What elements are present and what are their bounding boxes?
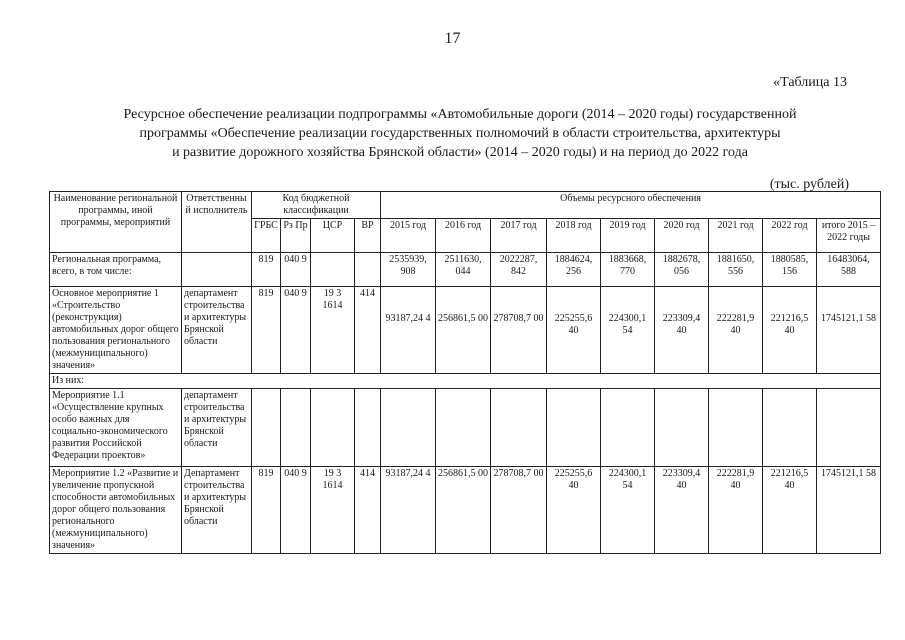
row-value	[491, 389, 547, 467]
row-value: 256861,5 00	[436, 467, 491, 554]
row-value: 1884624, 256	[547, 253, 601, 287]
row-value: 1880585, 156	[763, 253, 817, 287]
row-value: 256861,5 00	[436, 287, 491, 374]
title-line: программы «Обеспечение реализации государственных полномочий в области строительства, архитектуры	[139, 126, 781, 141]
row-subheading: Из них:	[50, 374, 881, 389]
row-total: 1745121,1 58	[817, 287, 881, 374]
row-rzpr: 040 9	[281, 467, 311, 554]
row-responsible: департамент строительства и архитектуры Брянской области	[182, 389, 252, 467]
header-year: 2019 год	[601, 219, 655, 253]
row-csr	[311, 389, 355, 467]
row-value: 223309,4 40	[655, 467, 709, 554]
row-csr: 19 3 1614	[311, 287, 355, 374]
header-year: 2022 год	[763, 219, 817, 253]
row-value: 224300,1 54	[601, 287, 655, 374]
document-title	[60, 105, 860, 162]
row-value: 2535939, 908	[381, 253, 436, 287]
row-grbs	[252, 389, 281, 467]
title-line: и развитие дорожного хозяйства Брянской области» (2014 – 2020 годы) и на период до 2022 года	[172, 145, 748, 160]
header-year: 2015 год	[381, 219, 436, 253]
row-value: 93187,24 4	[381, 287, 436, 374]
units-label: (тыс. рублей)	[769, 177, 849, 192]
row-total: 1745121,1 58	[817, 467, 881, 554]
row-total: 16483064, 588	[817, 253, 881, 287]
table-row	[50, 374, 881, 389]
resource-table	[49, 191, 881, 554]
row-rzpr: 040 9	[281, 287, 311, 374]
row-value: 225255,6 40	[547, 287, 601, 374]
row-value	[547, 389, 601, 467]
row-name: Мероприятие 1.1 «Осуществление крупных особо важных для социально-экономического развития Российской Федерации проектов»	[50, 389, 182, 467]
row-value	[709, 389, 763, 467]
header-total: итого 2015 – 2022 годы	[817, 219, 881, 253]
row-csr: 19 3 1614	[311, 467, 355, 554]
row-vr	[355, 389, 381, 467]
table-row	[50, 253, 881, 287]
row-value: 1881650, 556	[709, 253, 763, 287]
row-name: Основное мероприятие 1 «Строительство (реконструкция) автомобильных дорог общего пользования регионального (межмуниципального) значения»	[50, 287, 182, 374]
row-value: 278708,7 00	[491, 287, 547, 374]
row-value: 222281,9 40	[709, 287, 763, 374]
table-header-row	[50, 192, 881, 219]
header-responsible: Ответственный исполнитель	[182, 192, 252, 253]
table-row	[50, 389, 881, 467]
row-rzpr	[281, 389, 311, 467]
row-value: 221216,5 40	[763, 287, 817, 374]
row-value	[655, 389, 709, 467]
row-responsible	[182, 253, 252, 287]
header-name: Наименование региональной программы, иной программы, мероприятий	[50, 192, 182, 253]
table-label: «Таблица 13	[773, 75, 847, 90]
header-vr: ВР	[355, 219, 381, 253]
row-value: 2511630, 044	[436, 253, 491, 287]
row-name: Региональная программа, всего, в том числе:	[50, 253, 182, 287]
header-year: 2018 год	[547, 219, 601, 253]
row-vr	[355, 253, 381, 287]
row-vr: 414	[355, 287, 381, 374]
row-value	[601, 389, 655, 467]
row-value	[381, 389, 436, 467]
row-grbs: 819	[252, 287, 281, 374]
row-csr	[311, 253, 355, 287]
header-volumes: Объемы ресурсного обеспечения	[381, 192, 881, 219]
row-value: 93187,24 4	[381, 467, 436, 554]
header-rzpr: Рз Пр	[281, 219, 311, 253]
table-row	[50, 287, 881, 374]
row-name: Мероприятие 1.2 «Развитие и увеличение пропускной способности автомобильных дорог общего пользования регионального (межмуниципального) значения»	[50, 467, 182, 554]
row-value	[763, 389, 817, 467]
header-year: 2016 год	[436, 219, 491, 253]
row-responsible: Департамент строительства и архитектуры Брянской области	[182, 467, 252, 554]
header-budget-code: Код бюджетной классификации	[252, 192, 381, 219]
title-line: Ресурсное обеспечение реализации подпрограммы «Автомобильные дороги (2014 – 2020 годы) государственной	[123, 107, 797, 122]
row-value: 1883668, 770	[601, 253, 655, 287]
header-grbs: ГРБС	[252, 219, 281, 253]
header-year: 2021 год	[709, 219, 763, 253]
row-grbs: 819	[252, 253, 281, 287]
row-vr: 414	[355, 467, 381, 554]
row-value: 222281,9 40	[709, 467, 763, 554]
row-total	[817, 389, 881, 467]
header-year: 2020 год	[655, 219, 709, 253]
page-number: 17	[444, 30, 461, 47]
row-value: 221216,5 40	[763, 467, 817, 554]
row-responsible: департамент строительства и архитектуры Брянской области	[182, 287, 252, 374]
header-year: 2017 год	[491, 219, 547, 253]
table-row	[50, 467, 881, 554]
row-value: 223309,4 40	[655, 287, 709, 374]
row-value: 2022287, 842	[491, 253, 547, 287]
row-value: 225255,6 40	[547, 467, 601, 554]
row-value	[436, 389, 491, 467]
row-grbs: 819	[252, 467, 281, 554]
row-rzpr: 040 9	[281, 253, 311, 287]
header-csr: ЦСР	[311, 219, 355, 253]
row-value: 224300,1 54	[601, 467, 655, 554]
row-value: 278708,7 00	[491, 467, 547, 554]
row-value: 1882678, 056	[655, 253, 709, 287]
